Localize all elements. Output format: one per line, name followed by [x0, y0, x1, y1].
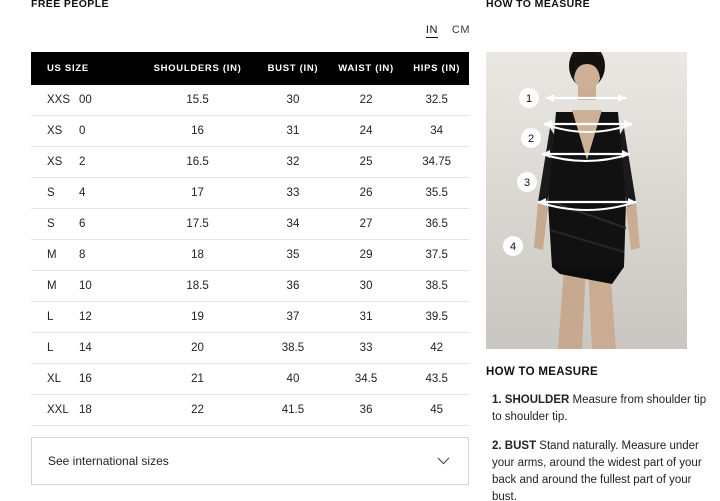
column-header-shoulders: SHOULDERS (IN): [137, 52, 258, 85]
cell-alpha-size: XS: [31, 116, 79, 147]
cell-shoulders: 15.5: [137, 85, 258, 116]
cell-shoulders: 16.5: [137, 147, 258, 178]
cell-shoulders: 21: [137, 364, 258, 395]
column-header-bust: BUST (IN): [258, 52, 328, 85]
cell-bust: 35: [258, 240, 328, 271]
svg-text:3: 3: [523, 177, 531, 189]
cell-hips: 42: [404, 333, 469, 364]
cell-waist: 22: [328, 85, 405, 116]
how-to-measure-panel: [486, 0, 720, 501]
table-row: [31, 271, 469, 302]
cell-bust: 31: [258, 116, 328, 147]
table-row: [31, 240, 469, 271]
cell-bust: 36: [258, 271, 328, 302]
cell-hips: 39.5: [404, 302, 469, 333]
international-sizes-dropdown[interactable]: [31, 437, 469, 485]
column-header-hips: HIPS (IN): [404, 52, 469, 85]
unit-toggle[interactable]: [426, 24, 470, 38]
cell-alpha-size: XS: [31, 147, 79, 178]
svg-text:4: 4: [509, 241, 517, 253]
cell-alpha-size: XXL: [31, 395, 79, 426]
cell-shoulders: 19: [137, 302, 258, 333]
cell-waist: 24: [328, 116, 405, 147]
size-table: [31, 52, 469, 426]
cell-hips: 37.5: [404, 240, 469, 271]
instruction-bust: [486, 438, 708, 501]
cell-shoulders: 22: [137, 395, 258, 426]
cell-numeric-size: 18: [79, 395, 137, 426]
size-table-body: [31, 85, 469, 426]
cell-numeric-size: 00: [79, 85, 137, 116]
cell-shoulders: 18.5: [137, 271, 258, 302]
cell-waist: 27: [328, 209, 405, 240]
cell-hips: 34.75: [404, 147, 469, 178]
column-header-waist: WAIST (IN): [328, 52, 405, 85]
table-row: [31, 302, 469, 333]
cell-numeric-size: 10: [79, 271, 137, 302]
cell-shoulders: 18: [137, 240, 258, 271]
cell-alpha-size: M: [31, 271, 79, 302]
cell-waist: 25: [328, 147, 405, 178]
how-to-measure-image: [486, 52, 687, 349]
cell-waist: 29: [328, 240, 405, 271]
table-row: [31, 209, 469, 240]
cell-hips: 34: [404, 116, 469, 147]
cell-numeric-size: 4: [79, 178, 137, 209]
cell-shoulders: 17.5: [137, 209, 258, 240]
cell-hips: 38.5: [404, 271, 469, 302]
cell-alpha-size: L: [31, 302, 79, 333]
cell-bust: 37: [258, 302, 328, 333]
table-row: [31, 147, 469, 178]
table-row: [31, 333, 469, 364]
table-row: [31, 395, 469, 426]
cell-bust: 32: [258, 147, 328, 178]
size-table-header: [31, 52, 469, 85]
cell-waist: 26: [328, 178, 405, 209]
cell-numeric-size: 16: [79, 364, 137, 395]
cell-hips: 36.5: [404, 209, 469, 240]
cell-alpha-size: XXS: [31, 85, 79, 116]
cell-bust: 33: [258, 178, 328, 209]
cell-hips: 32.5: [404, 85, 469, 116]
cell-hips: 35.5: [404, 178, 469, 209]
cell-numeric-size: 14: [79, 333, 137, 364]
table-row: [31, 364, 469, 395]
cell-bust: 40: [258, 364, 328, 395]
cell-numeric-size: 6: [79, 209, 137, 240]
cell-bust: 34: [258, 209, 328, 240]
column-header-us-size: US SIZE: [31, 52, 137, 85]
cell-hips: 45: [404, 395, 469, 426]
international-sizes-label: See international sizes: [48, 454, 169, 468]
cell-waist: 31: [328, 302, 405, 333]
cell-alpha-size: S: [31, 209, 79, 240]
cell-alpha-size: XL: [31, 364, 79, 395]
instruction-shoulder: [486, 392, 708, 426]
brand-title: FREE PEOPLE: [31, 0, 109, 10]
instruction-shoulder-text: Measure from shoulder tip to shoulder tip.: [492, 394, 707, 423]
unit-toggle-in[interactable]: IN: [425, 24, 438, 36]
table-header-row: [31, 52, 469, 85]
how-to-measure-instructions: [486, 392, 708, 501]
svg-text:2: 2: [527, 133, 535, 145]
svg-text:1: 1: [525, 93, 533, 105]
cell-waist: 33: [328, 333, 405, 364]
cell-waist: 30: [328, 271, 405, 302]
table-row: [31, 178, 469, 209]
cell-numeric-size: 2: [79, 147, 137, 178]
cell-shoulders: 16: [137, 116, 258, 147]
how-to-measure-section-title: HOW TO MEASURE: [486, 366, 598, 378]
instruction-shoulder-label: 1. SHOULDER: [492, 394, 570, 406]
cell-waist: 34.5: [328, 364, 405, 395]
chevron-down-icon: [437, 457, 450, 465]
instruction-bust-text: Stand naturally. Measure under your arms, around the widest part of your back and around the fullest part of your bust.: [492, 440, 702, 501]
cell-numeric-size: 8: [79, 240, 137, 271]
cell-shoulders: 17: [137, 178, 258, 209]
cell-bust: 41.5: [258, 395, 328, 426]
cell-alpha-size: L: [31, 333, 79, 364]
unit-toggle-cm[interactable]: CM: [451, 24, 470, 36]
model-illustration: [486, 52, 687, 349]
cell-bust: 38.5: [258, 333, 328, 364]
cell-shoulders: 20: [137, 333, 258, 364]
cell-alpha-size: M: [31, 240, 79, 271]
cell-bust: 30: [258, 85, 328, 116]
cell-alpha-size: S: [31, 178, 79, 209]
how-to-measure-top-title: HOW TO MEASURE: [486, 0, 590, 10]
cell-hips: 43.5: [404, 364, 469, 395]
table-row: [31, 85, 469, 116]
cell-numeric-size: 12: [79, 302, 137, 333]
instruction-bust-label: 2. BUST: [492, 440, 537, 452]
cell-numeric-size: 0: [79, 116, 137, 147]
table-row: [31, 116, 469, 147]
cell-waist: 36: [328, 395, 405, 426]
